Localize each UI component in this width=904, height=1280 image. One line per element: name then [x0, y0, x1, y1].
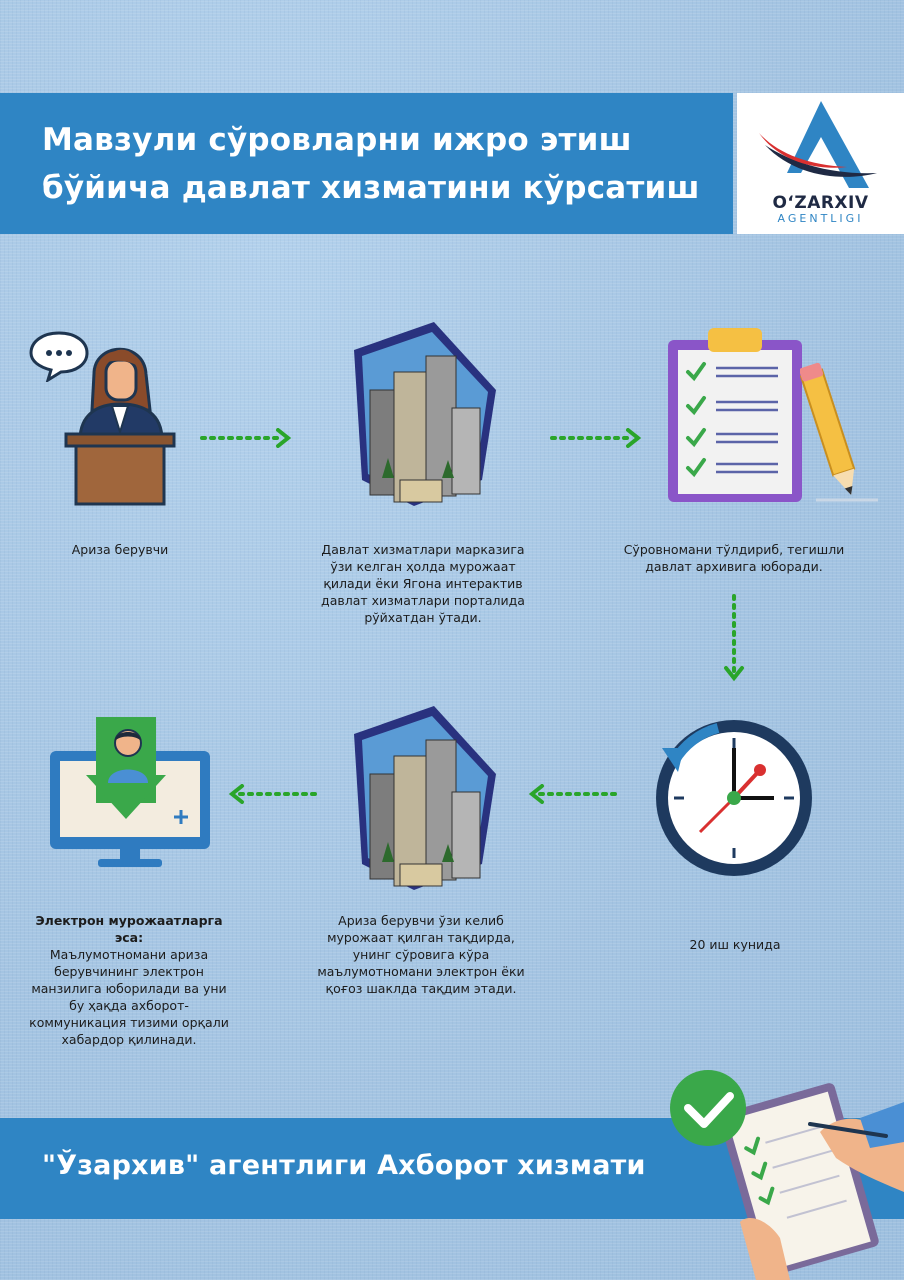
- government-building-icon: [344, 320, 504, 510]
- footer-title: "Ўзархив" агентлиги Ахборот хизмати: [42, 1150, 646, 1181]
- step-deadline-caption: 20 иш кунида: [689, 937, 781, 952]
- arrow-right-icon: [550, 428, 644, 448]
- clock-icon: [648, 718, 820, 884]
- step-electronic-caption: [22, 912, 236, 1048]
- step-electronic-text: Маълумотномани ариза берувчининг электрон манзилига юборилади ва уни бу ҳақда ахборот-коммуникация тизими орқали хабардор қилинади.: [29, 947, 229, 1047]
- computer-monitor-icon: [48, 715, 212, 871]
- arrow-left-icon: [526, 784, 620, 804]
- checkmark-badge-icon: [670, 1070, 746, 1146]
- step-electronic-title: Электрон мурожаатларга эса:: [35, 913, 223, 945]
- agency-logo: [737, 93, 904, 234]
- arrow-right-icon: [200, 428, 294, 448]
- page-title: Мавзули сўровларни ижро этиш бўйича давлат хизматини кўрсатиш: [42, 122, 700, 206]
- arrow-left-icon: [226, 784, 320, 804]
- logo-mark-icon: [737, 93, 904, 198]
- logo-name: O‘ZARXIV: [772, 193, 869, 213]
- pencil-icon: [800, 360, 862, 506]
- signing-document-illustration: [660, 1062, 904, 1280]
- applicant-icon: [62, 332, 178, 508]
- step-delivery-caption: Ариза берувчи ўзи келиб мурожаат қилган тақдирда, унинг сўровига кўра маълумотномани электрон ёки қоғоз шаклда тақдим этади.: [317, 913, 525, 996]
- arrow-down-icon: [722, 592, 746, 686]
- step-applicant-caption: Ариза берувчи: [71, 542, 169, 557]
- government-building-icon: [344, 704, 504, 894]
- step-service-center-caption: Давлат хизматлари марказига ўзи келган ҳолда мурожаат қилади ёки Ягона интерактив давлат хизматлари порталида рўйхатдан ўтади.: [321, 542, 525, 625]
- logo-subtitle: AGENTLIGI: [777, 212, 864, 225]
- step-questionnaire-caption: Сўровномани тўлдириб, тегишли давлат архивига юборади.: [623, 542, 845, 574]
